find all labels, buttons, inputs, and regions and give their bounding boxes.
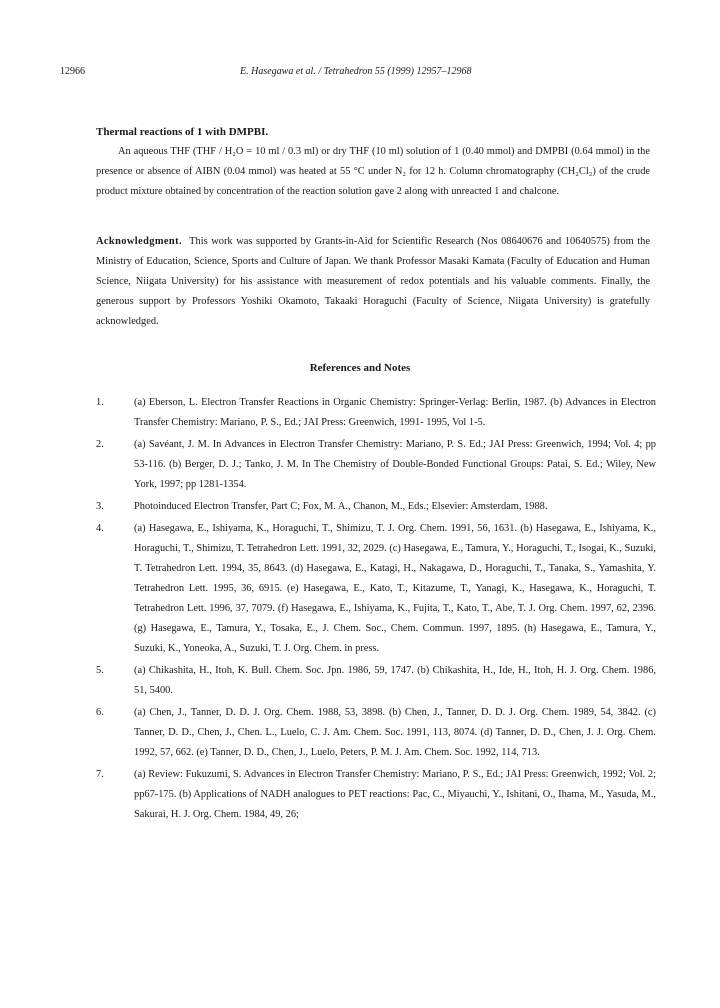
reference-number: 1.: [96, 397, 104, 408]
acknowledgment-label: Acknowledgment.: [96, 236, 182, 247]
reference-text: (a) Chikashita, H., Itoh, K. Bull. Chem. Soc. Jpn. 1986, 59, 1747. (b) Chikashita, H., Ide, H., Itoh, H. J. Org. Chem. 1986, 51, 5400.: [134, 665, 656, 696]
reference-item: [96, 519, 656, 659]
page-header: [0, 62, 720, 82]
reference-item: [96, 435, 656, 495]
reference-text: (a) Review: Fukuzumi, S. Advances in Electron Transfer Chemistry: Mariano, P. S., Ed.; JAI Press: Greenwich, 1992; Vol. 2; pp67-175. (b) Applications of NADH analogues to PET reactions: Pac, C., Miyauchi, Y., Ishitani, O., Ihama, M., Yasuda, M., Sakurai, H. J. Org. Chem. 1984, 49, 26;: [134, 769, 656, 820]
reference-text: (a) Savéant, J. M. In Advances in Electron Transfer Chemistry: Mariano, P. S. Ed.; JAI Press: Greenwich, 1994; Vol. 4; pp 53-116. (b) Berger, D. J.; Tanko, J. M. In The Chemistry of Double-Bonded Functional Groups: Patai, S. Ed.; Wiley, New York, 1997; pp 1281-1354.: [134, 439, 656, 490]
reference-text: Photoinduced Electron Transfer, Part C; Fox, M. A., Chanon, M., Eds.; Elsevier: Amsterdam, 1988.: [134, 501, 548, 512]
reference-number: 7.: [96, 769, 104, 780]
reference-number: 4.: [96, 523, 104, 534]
references-title: References and Notes: [309, 362, 411, 374]
reference-item: [96, 661, 656, 701]
section-paragraph: An aqueous THF (THF / H₂O = 10 ml / 0.3 ml) or dry THF (10 ml) solution of 1 (0.40 mmol) and DMPBI (0.64 mmol) in the presence or absence of AIBN (0.04 mmol) was heated at 55 °C under N₂ for 12 h. Column chromatography (CH₂Cl₂) of the crude product mixture obtained by concentration of the reaction solution gave 2 along with unreacted 1 and chalcone.: [96, 146, 650, 197]
reference-item: [96, 393, 656, 433]
acknowledgment-section: [96, 232, 650, 332]
reference-item: [96, 497, 656, 517]
reference-number: 5.: [96, 665, 104, 676]
acknowledgment-paragraph: [96, 232, 650, 332]
reference-number: 2.: [96, 439, 104, 450]
reference-text: (a) Chen, J., Tanner, D. D. J. Org. Chem. 1988, 53, 3898. (b) Chen, J., Tanner, D. D. J. Org. Chem. 1989, 54, 3842. (c) Tanner, D. D., Chen, J., Chen. L., Luelo, C. J. Am. Chem. Soc. 1991, 113, 8074. (d) Tanner, D. D., Chen, J. J. Org. Chem. 1992, 57, 662. (e) Tanner, D. D., Chen, J., Luelo, Peters, P. M. J. Am. Chem. Soc. 1992, 114, 713.: [134, 707, 656, 758]
reference-text: (a) Eberson, L. Electron Transfer Reactions in Organic Chemistry: Springer-Verlag: Berlin, 1987. (b) Advances in Electron Transfer Chemistry: Mariano, P. S., Ed.; JAI Press: Greenwich, 1991- 1995, Vol 1-5.: [134, 397, 656, 428]
reference-text: (a) Hasegawa, E., Ishiyama, K., Horaguchi, T., Shimizu, T. J. Org. Chem. 1991, 56, 1631. (b) Hasegawa, E., Ishiyama, K., Horaguchi, T., Shimizu, T. Tetrahedron Lett. 1991, 32, 2029. (c) Hasegawa, E., Tamura, Y., Horaguchi, T., Isogai, K., Suzuki, T. Tetrahedron Lett. 1994, 35, 8643. (d) Hasegawa, E., Katagi, H., Nakagawa, D., Horaguchi, T., Tanaka, S., Yamashita, Y. Tetrahedron Lett. 1995, 36, 6915. (e) Hasegawa, E., Kato, T., Kitazume, T., Yanagi, K., Hasegawa, K., Horaguchi, T. Tetrahedron Lett. 1996, 37, 7079. (f) Hasegawa, E., Ishiyama, K., Fujita, T., Kato, T., Abe, T. J. Org. Chem. 1997, 62, 2396. (g) Hasegawa, E., Tamura, Y., Tosaka, E., J. Chem. Soc., Chem. Commun. 1997, 1895. (h) Hasegawa, E., Tamura, Y., Suzuki, K., Yoneoka, A., Suzuki, T. J. Org. Chem. in press.: [134, 523, 656, 654]
reference-number: 3.: [96, 501, 104, 512]
references-list: [96, 393, 656, 827]
thermal-reactions-section: [96, 122, 650, 202]
section-title: Thermal reactions of 1 with DMPBI.: [96, 126, 269, 138]
reference-number: 6.: [96, 707, 104, 718]
acknowledgment-text: This work was supported by Grants-in-Aid for Scientific Research (Nos 08640676 and 10640575) from the Ministry of Education, Science, Sports and Culture of Japan. We thank Professor Masaki Kamata (Faculty of Education and Human Science, Niigata University) for his assistance with measurement of redox potentials and his valuable comments. Finally, the generous support by Professors Yoshiki Okamoto, Takaaki Horaguchi (Faculty of Science, Niigata University) is gratefully acknowledged.: [96, 236, 650, 327]
reference-item: [96, 765, 656, 825]
running-title: E. Hasegawa et al. / Tetrahedron 55 (1999) 12957–12968: [240, 66, 472, 77]
reference-item: [96, 703, 656, 763]
page-number: 12966: [60, 66, 85, 77]
